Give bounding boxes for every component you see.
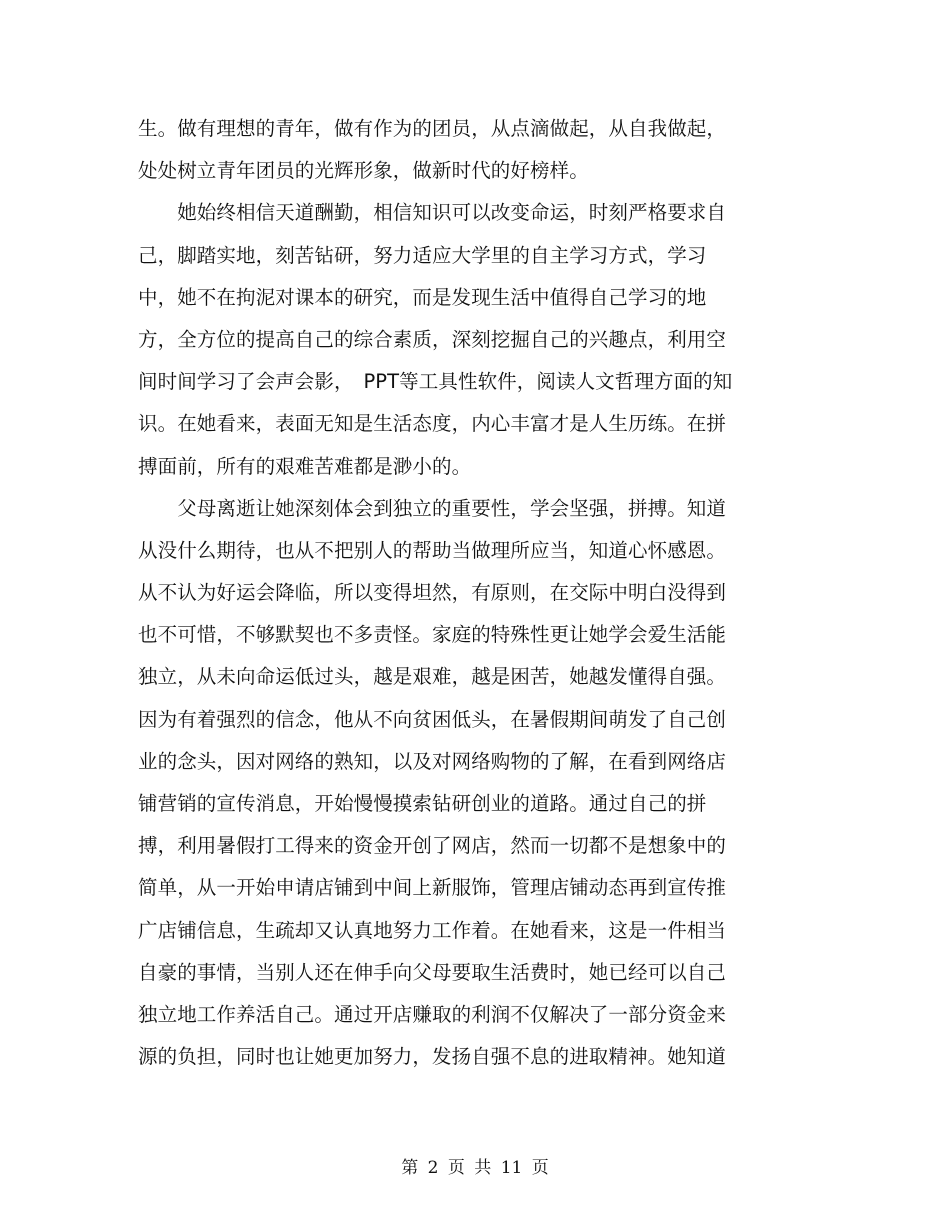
text-line: 从没什么期待，也从不把别人的帮助当做理所应当，知道心怀感恩。 [138, 538, 727, 562]
text-line: 搏，利用暑假打工得来的资金开创了网店，然而一切都不是想象中的 [138, 834, 727, 858]
text-line: 简单，从一开始申请店铺到中间上新服饰，管理店铺动态再到宣传推 [138, 876, 727, 900]
text-line: 搏面前，所有的艰难苦难都是渺小的。 [138, 454, 472, 478]
text-line: 方，全方位的提高自己的综合素质，深刻挖掘自己的兴趣点，利用空 [138, 327, 727, 351]
text-line: 独立地工作养活自己。通过开店赚取的利润不仅解决了一部分资金来 [138, 1002, 727, 1026]
text-line: 中，她不在拘泥对课本的研究，而是发现生活中值得自己学习的地 [138, 285, 707, 309]
text-line: 生。做有理想的青年，做有作为的团员，从点滴做起，从自我做起， [138, 117, 727, 140]
text-line: 也不可惜，不够默契也不多责怪。家庭的特殊性更让她学会爱生活能 [138, 623, 727, 647]
text-line: 她始终相信天道酬勤，相信知识可以改变命运，时刻严格要求自 [138, 201, 727, 225]
text-line: 从不认为好运会降临，所以变得坦然，有原则，在交际中明白没得到 [138, 581, 727, 605]
text-line: 因为有着强烈的信念，他从不向贫困低头，在暑假期间萌发了自己创 [138, 707, 727, 731]
text-line: 独立，从未向命运低过头，越是艰难，越是困苦，她越发懂得自强。 [138, 665, 727, 689]
text-line: 源的负担，同时也让她更加努力，发扬自强不息的进取精神。她知道 [138, 1045, 727, 1069]
body-text [138, 113, 778, 1083]
text-line: 处处树立青年团员的光辉形象，做新时代的好榜样。 [138, 159, 589, 183]
page-number-footer: 第 2 页 共 11 页 [401, 1158, 549, 1178]
text-line: 间时间学习了会声会影， PPT等工具性软件，阅读人文哲理方面的知 [138, 370, 733, 394]
text-line: 广店铺信息，生疏却又认真地努力工作着。在她看来，这是一件相当 [138, 918, 727, 942]
text-line: 父母离逝让她深刻体会到独立的重要性，学会坚强，拼搏。知道 [138, 496, 727, 520]
text-line: 识。在她看来，表面无知是生活态度，内心丰富才是人生历练。在拼 [138, 412, 727, 436]
text-line: 己，脚踏实地，刻苦钻研，努力适应大学里的自主学习方式，学习 [138, 243, 707, 267]
text-line: 铺营销的宣传消息，开始慢慢摸索钻研创业的道路。通过自己的拼 [138, 792, 707, 815]
text-line: 自豪的事情，当别人还在伸手向父母要取生活费时，她已经可以自己 [138, 960, 727, 984]
text-line: 业的念头，因对网络的熟知，以及对网络购物的了解，在看到网络店 [138, 749, 727, 773]
